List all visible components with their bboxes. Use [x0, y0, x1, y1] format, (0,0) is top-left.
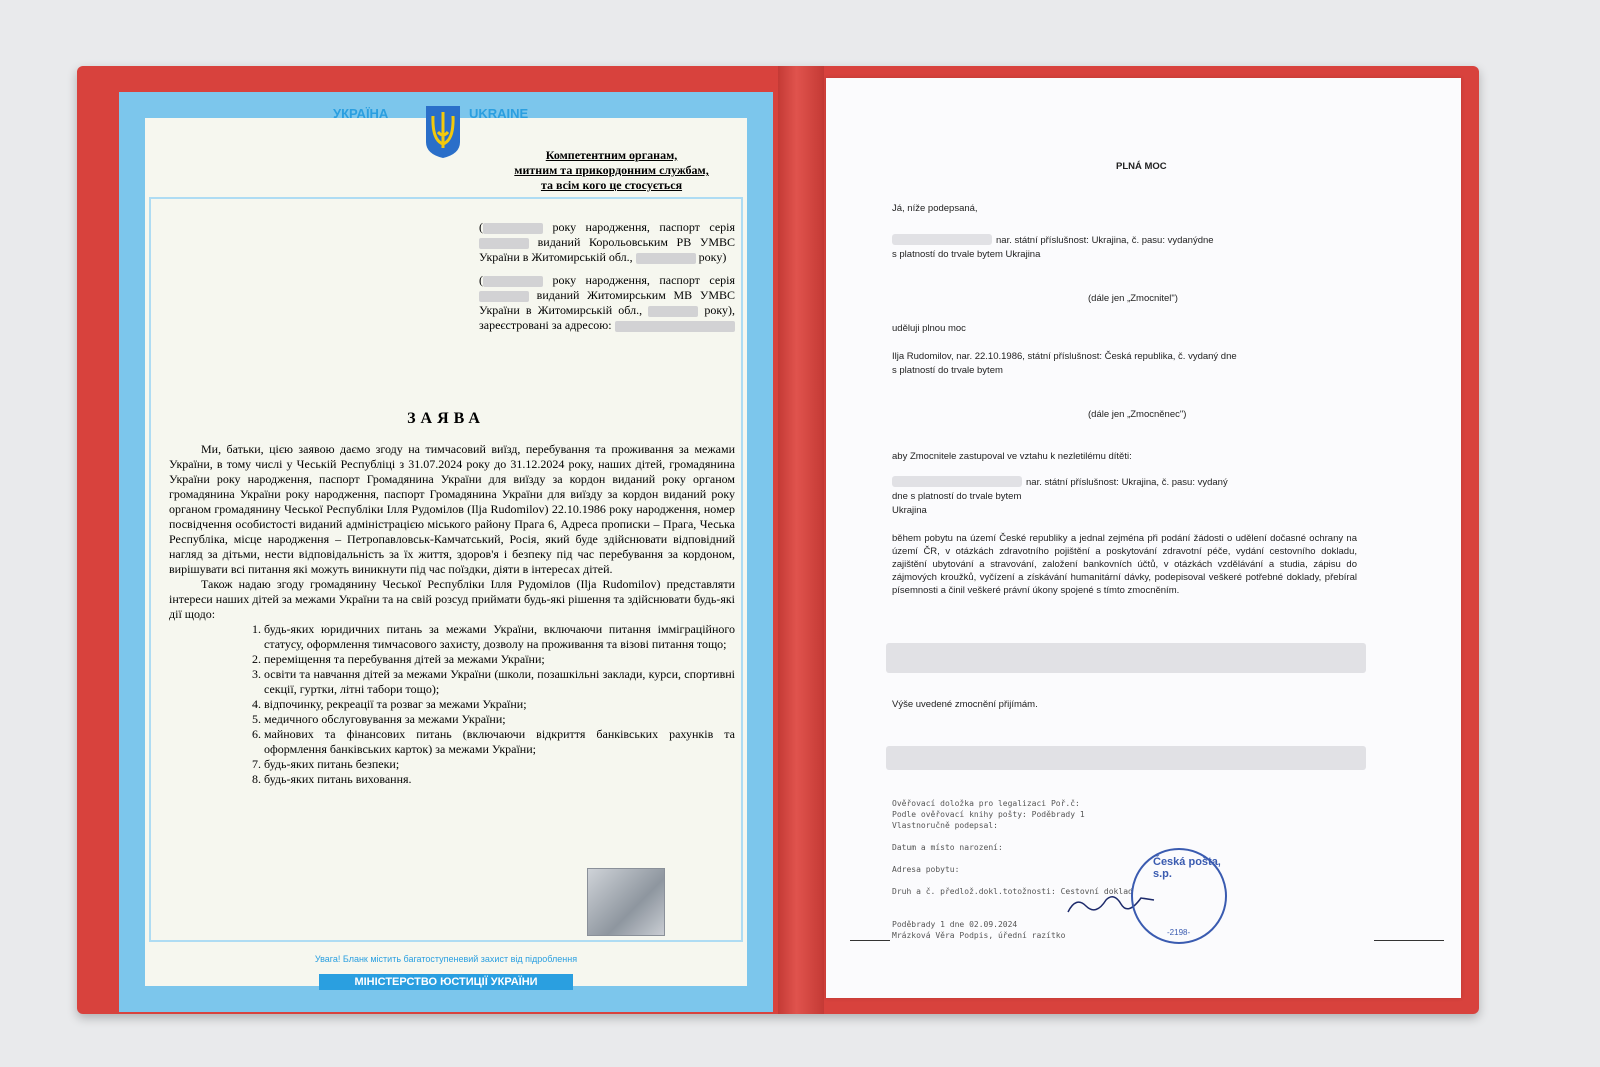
poa-intro: Já, níže podepsaná,	[892, 203, 978, 214]
list-item: 1. будь-яких юридичних питань за межами України, включаючи питання імміграційного статусу, оформлення тимчасового захисту, дозволу на проживання та візові питання тощо;	[264, 622, 735, 652]
parent1-line1: року народження, паспорт серія	[552, 220, 736, 234]
parent-1: ( року народження, паспорт серія виданий Корольовським РВ УМВС України в Житомирській обл., року)	[479, 220, 736, 264]
stamp-number: -2198-	[1167, 928, 1191, 937]
list-item: 7. будь-яких питань безпеки;	[264, 757, 735, 772]
security-hologram	[587, 868, 665, 936]
authority-list	[169, 622, 735, 787]
stamp-line	[892, 831, 1222, 842]
grant-text: uděluji plnou moc	[892, 323, 966, 334]
parent2-line1: року народження, паспорт серія	[552, 273, 736, 287]
poa-title: PLNÁ MOC	[1116, 161, 1167, 172]
child-line-2: dne s platností do trvale bytem	[892, 491, 1022, 502]
redacted-field	[892, 476, 1022, 487]
parent2-line3: року), зареєстровані за адресою:	[479, 303, 736, 332]
stamp-line: Mrázková Věra Podpis, úřední razítko	[892, 931, 1066, 940]
security-note: Увага! Бланк містить багатоступеневий захист від підроблення	[314, 954, 578, 964]
agent-line-1: Ilja Rudomilov, nar. 22.10.1986, státní příslušnost: Česká republika, č. vydaný dne	[892, 351, 1237, 362]
trident-icon	[424, 104, 462, 159]
parent-2: ( року народження, паспорт серія виданий Житомирським МВ УМВС України в Житомирській обл., року), зареєстровані за адресою:	[479, 273, 736, 332]
stamp-line: Poděbrady 1 dne 02.09.2024	[892, 920, 1018, 929]
stamp-line: Podle ověřovací knihy pošty: Poděbrady 1	[892, 810, 1085, 819]
list-item: 5. медичного обслуговування за межами України;	[264, 712, 735, 727]
acceptance-text: Výše uvedené zmocnění přijímám.	[892, 699, 1038, 710]
redacted-signature	[886, 643, 1366, 673]
redacted-field	[892, 234, 992, 245]
folder-spine	[778, 66, 824, 1014]
corner-line	[1374, 940, 1444, 941]
czech-power-of-attorney	[826, 78, 1461, 998]
stamp-line: Ověřovací doložka pro legalizaci Poř.č:	[892, 799, 1080, 808]
parents-block	[479, 220, 735, 333]
principal-label: (dále jen „Zmocnitel")	[1088, 293, 1178, 304]
header-ukraine: UKRAINE	[469, 106, 529, 121]
child-line-3: Ukrajina	[892, 505, 927, 516]
list-item: 4. відпочинку, рекреації та розваг за межами України;	[264, 697, 735, 712]
paragraph-2: Також надаю згоду громадянину Чеської Республіки Ілля Рудомілов (Ilja Rudomilov) представляти інтереси наших дітей за межами України та на свій розсуд приймати будь-які рішення та здійснювати будь-які дії щодо:	[169, 577, 735, 621]
parent1-line2: виданий Корольовським РВ УМВС України в Житомирській обл.,	[479, 235, 735, 264]
stamp-line: Druh a č. předlož.dokl.totožnosti: Cestovní doklad	[892, 887, 1133, 896]
postal-stamp	[1131, 848, 1227, 944]
stamp-line: Vlastnoručně podepsal:	[892, 821, 998, 830]
list-item: 3. освіти та навчання дітей за межами України (школи, позашкільні заклади, курси, спортивні секції, гуртки, літні табори тощо);	[264, 667, 735, 697]
redacted-signature	[886, 746, 1366, 770]
agent-label: (dále jen „Zmocněnec")	[1088, 409, 1187, 420]
principal-line-2: s platností do trvale bytem Ukrajina	[892, 249, 1041, 260]
addressee-line: та всім кого це стосується	[540, 178, 683, 192]
document-title: ЗАЯВА	[407, 410, 485, 427]
stamp-text: Česká pošta, s.p.	[1153, 856, 1221, 880]
corner-line	[850, 940, 890, 941]
statement-body	[169, 442, 735, 787]
stamp-line: Adresa pobytu:	[892, 865, 960, 874]
parent1-line3: року)	[698, 250, 727, 264]
addressee-line: митним та прикордонним службам,	[514, 163, 709, 177]
ukrainian-consent-form	[119, 92, 773, 1012]
principal-line-1: nar. státní příslušnost: Ukrajina, č. pasu: vydanýdne	[996, 235, 1214, 246]
list-item: 6. майнових та фінансових питань (включаючи відкриття банківських рахунків та оформлення банківських карток) за межами України;	[264, 727, 735, 757]
paragraph-1: Ми, батьки, цією заявою даємо згоду на тимчасовий виїзд, перебування та проживання за межами України, в тому числі у Чеській Республіці з 31.07.2024 року до 31.12.2024 року, наших дітей, громадянина України року народження, паспорт Громадянина України для виїзду за кордон виданий року органом громадянина України року народження, паспорт Громадянина України для виїзду за кордон виданий року органом громадянину Чеської Республіки Ілля Рудомілов (Ilja Rudomilov) 22.10.1986 року народження, номер посвідчення особистості виданий адміністрацією міського району Прага 6, Адреса прописки – Прага, Чеська Республіка, місце народження – Петропавловськ-Камчатський, Росія, який буде здійснювати відповідний нагляд за дітьми, нести відповідальність за їх життя, здоров'я і безпеку під час перебування за кордоном, вирішувати всі питання які можуть виникнути під час поїздки, діяти в інтересах дітей.	[169, 442, 735, 576]
stamp-line: Datum a místo narození:	[892, 843, 1003, 852]
ministry-banner: МІНІСТЕРСТВО ЮСТИЦІЇ УКРАЇНИ	[319, 974, 573, 990]
purpose-intro: aby Zmocnitele zastupoval ve vztahu k nezletilému dítěti:	[892, 451, 1132, 462]
list-item: 2. переміщення та перебування дітей за межами України;	[264, 652, 735, 667]
child-line-1: nar. státní příslušnost: Ukrajina, č. pasu: vydaný	[1026, 477, 1228, 488]
addressee-block	[489, 148, 734, 193]
agent-line-2: s platností do trvale bytem	[892, 365, 1003, 376]
list-item: 8. будь-яких питань виховання.	[264, 772, 735, 787]
parent2-line2: виданий Житомирським МВ УМВС України в Житомирській обл.,	[479, 288, 735, 317]
addressee-line: Компетентним органам,	[545, 148, 678, 162]
header-ukraina: УКРАЇНА	[333, 106, 389, 121]
scope-paragraph: během pobytu na území České republiky a jednal zejména při podání žádosti o udělení dočasné ochrany na území ČR, v otázkách zdravotního pojištění a poskytování zdravotní péče, vydání cestovního dokladu, zajištění ubytování a stravování, založení bankovních účtů, v otázkách vzdělávání a studia, zápisu do zájmových kroužků, vyčízení a získávání humanitární dávky, podepisoval veškeré potřebné doklady, přebíral písemnosti a činil veškeré právní úkony spojené s tímto zmocněním.	[892, 533, 1357, 596]
